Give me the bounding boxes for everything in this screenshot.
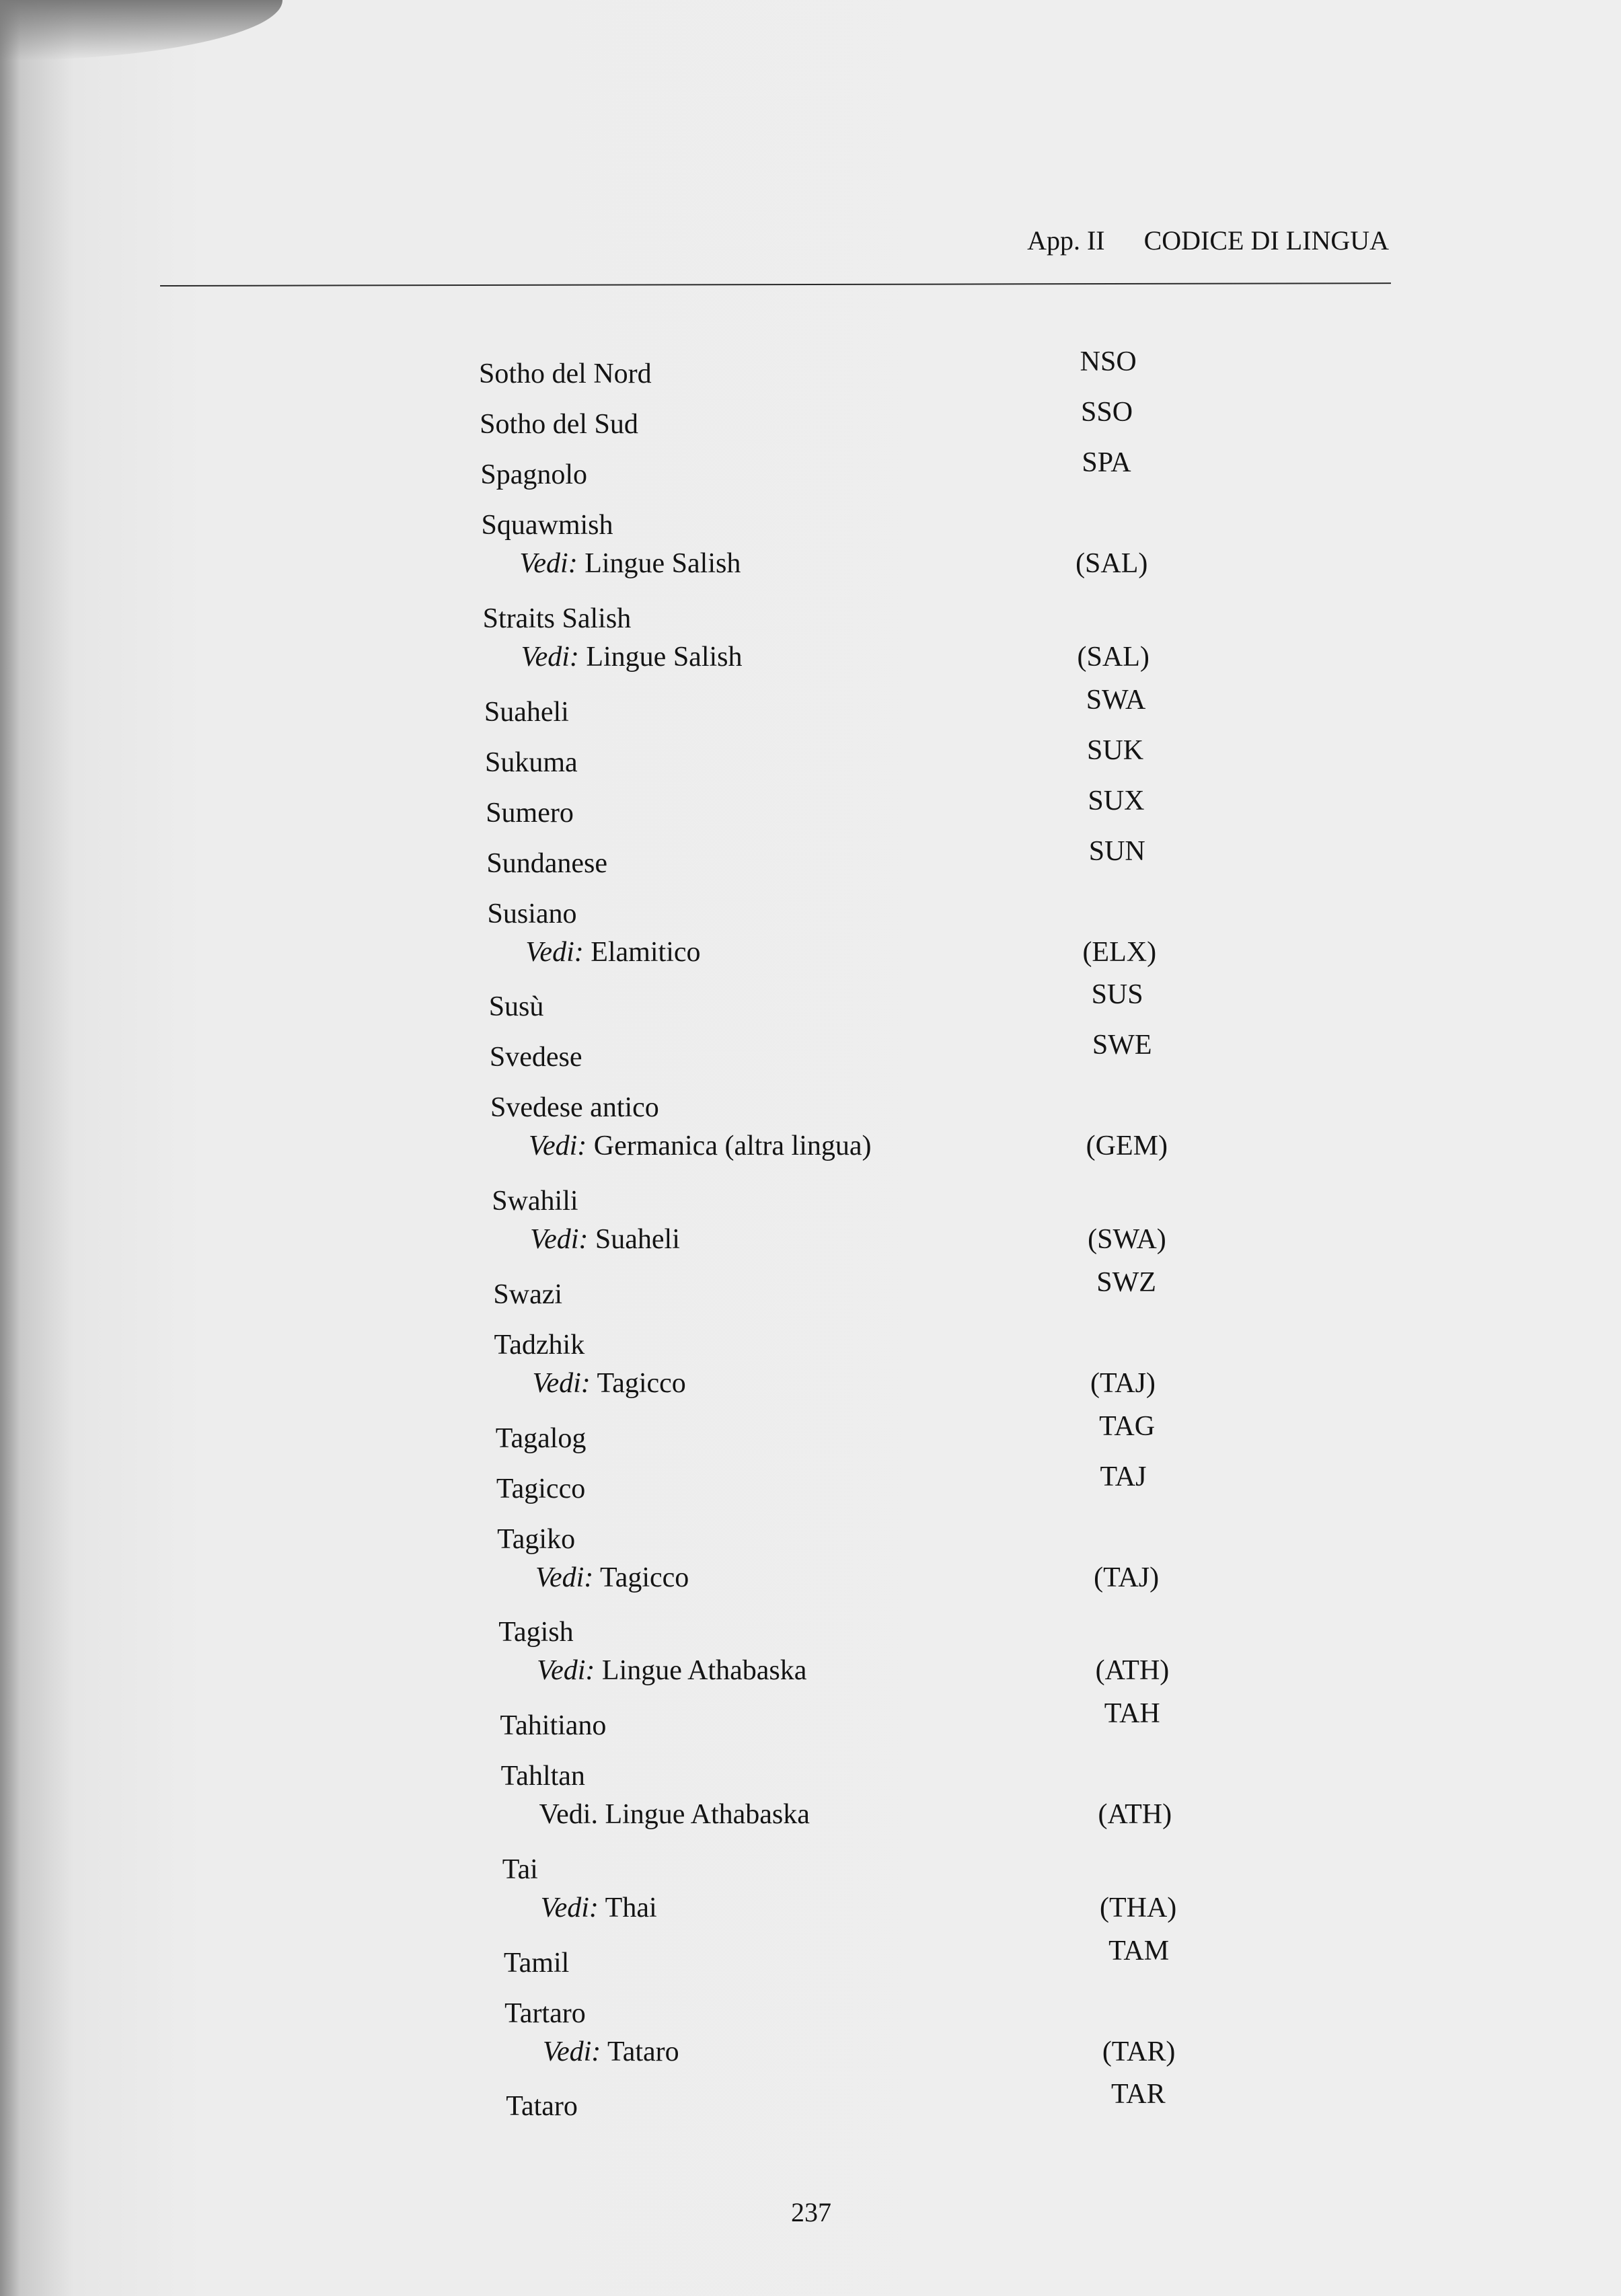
entry-code: SWA: [1086, 684, 1146, 716]
vedi-label: Vedi:: [540, 1892, 599, 1923]
vedi-target: Lingue Salish: [577, 548, 741, 579]
entry-term: Susù: [488, 991, 544, 1023]
entry-code: SPA: [1082, 447, 1131, 478]
entry-code: TAG: [1099, 1410, 1156, 1442]
vedi-target: Lingue Athabaska: [595, 1655, 807, 1687]
entry-term: Straits Salish: [482, 603, 632, 634]
entry-term: Tataro: [506, 2091, 578, 2122]
page-number: 237: [791, 2197, 831, 2227]
vedi-target: Tagicco: [593, 1562, 689, 1593]
entry-term: Tadzhik: [494, 1329, 585, 1361]
vedi-target: Thai: [598, 1892, 657, 1923]
entry-code: SSO: [1081, 397, 1133, 428]
vedi-target: Tataro: [601, 2036, 679, 2067]
entry-code: (TAJ): [1090, 1367, 1156, 1399]
entry-term: Tagicco: [496, 1473, 586, 1504]
entry-cross-reference: [519, 549, 741, 578]
entry-term: Susiano: [487, 898, 577, 929]
vedi-label: Vedi:: [519, 548, 578, 579]
entry-code: (ELX): [1082, 936, 1157, 968]
entry-cross-reference: [525, 938, 700, 966]
entry-code: (GEM): [1086, 1131, 1168, 1162]
entry-code: SWE: [1092, 1030, 1152, 1061]
vedi-target: Tagicco: [590, 1367, 686, 1399]
entry-cross-reference: [543, 2038, 679, 2066]
entry-code: (ATH): [1095, 1655, 1170, 1687]
entry-cross-reference: [535, 1564, 689, 1592]
entry-cross-reference: [541, 1894, 657, 1922]
entry-code: SUK: [1087, 734, 1144, 766]
vedi-label: Vedi.: [539, 1799, 598, 1830]
vedi-target: Lingue Athabaska: [597, 1799, 810, 1830]
entry-term: Tagalog: [495, 1422, 587, 1454]
entry-term: Sotho del Nord: [479, 358, 652, 389]
entry-term: Svedese: [489, 1042, 582, 1073]
entry-term: Sukuma: [485, 747, 578, 778]
entry-cross-reference: [539, 1800, 809, 1829]
entry-code: TAR: [1110, 2079, 1166, 2110]
entry-code: SUX: [1088, 785, 1145, 816]
vedi-label: Vedi:: [530, 1224, 589, 1255]
entry-code: SUS: [1091, 979, 1143, 1011]
entry-term: Spagnolo: [480, 459, 588, 490]
entry-code: (THA): [1099, 1892, 1177, 1923]
entry-code: (SWA): [1088, 1224, 1166, 1255]
entry-term: Sumero: [486, 797, 574, 829]
entry-cross-reference: [529, 1132, 872, 1160]
entry-term: Squawmish: [481, 510, 613, 541]
entry-term: Sotho del Sud: [480, 409, 638, 440]
header-title: CODICE DI LINGUA: [1143, 225, 1389, 256]
vedi-label: Vedi:: [537, 1655, 595, 1687]
vedi-label: Vedi:: [535, 1562, 594, 1593]
vedi-target: Elamitico: [583, 936, 701, 968]
entry-term: Tartaro: [504, 1997, 586, 2029]
vedi-target: Suaheli: [588, 1224, 680, 1255]
header-section: App. II: [1027, 225, 1105, 256]
entry-code: (TAR): [1102, 2036, 1176, 2067]
entry-term: Tagiko: [497, 1523, 576, 1555]
entry-term: Swahili: [492, 1186, 578, 1217]
entry-term: Tahitiano: [500, 1710, 607, 1741]
entry-code: TAM: [1108, 1935, 1170, 1966]
entry-term: Suaheli: [484, 696, 569, 728]
entry-code: (SAL): [1076, 548, 1148, 579]
entry-code: TAH: [1104, 1698, 1160, 1729]
entry-code: (TAJ): [1094, 1562, 1160, 1593]
entry-code: TAJ: [1100, 1461, 1147, 1492]
entry-term: Tai: [502, 1853, 538, 1885]
vedi-label: Vedi:: [528, 1131, 587, 1162]
entry-term: Tahltan: [500, 1761, 585, 1792]
vedi-label: Vedi:: [532, 1367, 591, 1399]
entry-code: SWZ: [1096, 1266, 1156, 1298]
entry-term: Sundanese: [486, 847, 607, 879]
entry-term: Svedese antico: [490, 1092, 659, 1124]
vedi-label: Vedi:: [542, 2036, 601, 2067]
entry-term: Tagish: [498, 1617, 574, 1648]
vedi-target: Lingue Salish: [578, 641, 743, 673]
entry-cross-reference: [532, 1369, 685, 1398]
entry-code: SUN: [1088, 835, 1145, 867]
entry-term: Swazi: [493, 1278, 563, 1310]
vedi-target: Germanica (altra lingua): [587, 1131, 872, 1162]
entry-code: (SAL): [1077, 641, 1149, 673]
vedi-label: Vedi:: [525, 936, 584, 968]
entry-term: Tamil: [503, 1947, 570, 1979]
entry-cross-reference: [537, 1656, 806, 1685]
entry-code: NSO: [1080, 346, 1137, 377]
entry-code: (ATH): [1098, 1799, 1172, 1830]
entry-cross-reference: [521, 643, 743, 671]
entry-cross-reference: [530, 1225, 680, 1254]
vedi-label: Vedi:: [521, 641, 579, 673]
